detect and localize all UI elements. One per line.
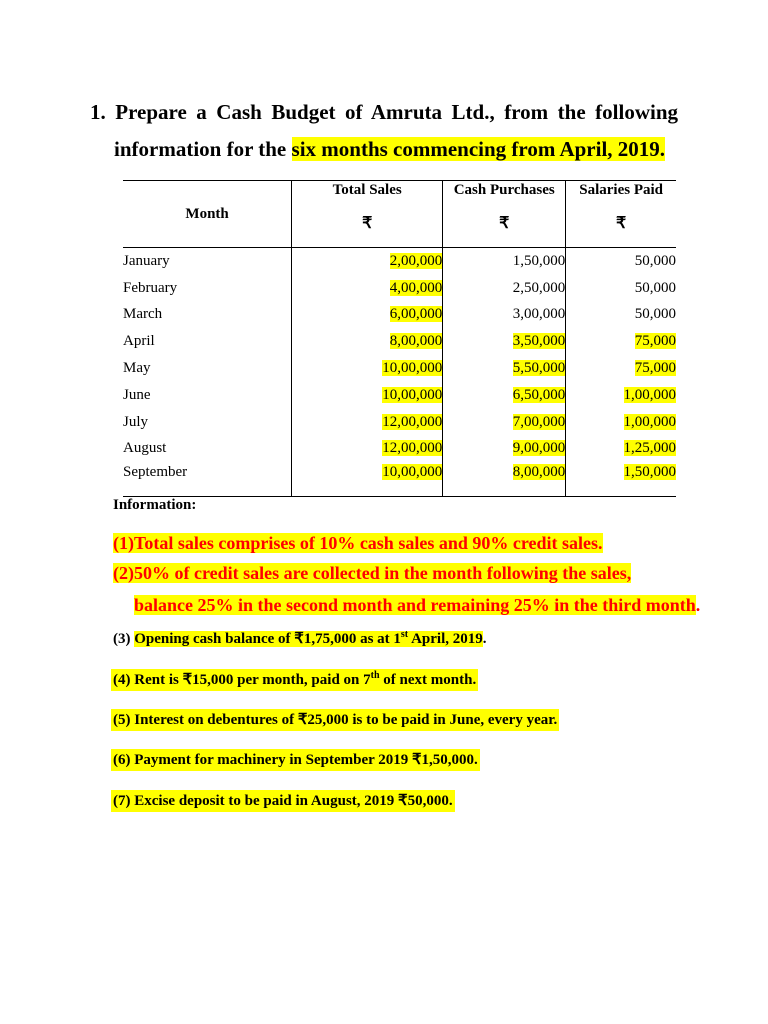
question-line-2-text: information for the <box>114 137 292 161</box>
table-row <box>123 302 676 329</box>
salaries-paid-cell-value: 1,00,000 <box>623 386 676 403</box>
salaries-paid-cell <box>566 275 676 302</box>
info-point-3-text-a: Opening cash balance of ₹1,75,000 as at 1 <box>134 631 401 647</box>
salaries-paid-cell <box>566 248 676 275</box>
cash-purchases-cell <box>443 382 566 409</box>
month-cell-value: September <box>123 464 188 481</box>
month-cell-value: June <box>123 386 151 403</box>
month-cell-value: March <box>123 306 163 323</box>
info-point-2-line-1 <box>113 561 631 585</box>
salaries-paid-cell-value: 50,000 <box>634 252 676 269</box>
info-point-4-text-a: (4) Rent is ₹15,000 per month, paid on 7 <box>113 672 371 688</box>
cash-purchases-cell <box>443 248 566 275</box>
info-point-6: (6) Payment for machinery in September 2019 ₹1,50,000. <box>111 749 480 771</box>
month-cell <box>123 275 292 302</box>
table-row <box>123 328 676 355</box>
total-sales-cell <box>292 382 443 409</box>
month-cell-value: February <box>123 279 178 296</box>
month-cell <box>123 355 292 382</box>
salaries-paid-cell <box>566 409 676 436</box>
salaries-paid-cell <box>566 382 676 409</box>
cash-purchases-cell-value: 3,50,000 <box>512 333 566 350</box>
cash-purchases-header <box>443 181 566 248</box>
info-point-2-line-2 <box>134 593 700 617</box>
info-point-3 <box>111 628 488 650</box>
cash-purchases-header-label: Cash Purchases <box>453 182 555 198</box>
info-point-3-prefix: (3) <box>113 631 135 647</box>
salaries-paid-cell-value: 50,000 <box>634 279 676 296</box>
question-period-highlight: six months commencing from April, 2019. <box>291 137 666 161</box>
question-line-2 <box>114 136 702 162</box>
total-sales-cell-value: 10,00,000 <box>382 360 443 377</box>
table-row <box>123 409 676 436</box>
salaries-paid-cell-value: 1,50,000 <box>623 464 676 481</box>
total-sales-cell-value: 10,00,000 <box>382 464 443 481</box>
month-cell-value: April <box>123 333 155 350</box>
cash-purchases-cell-value: 8,00,000 <box>512 464 566 481</box>
cash-purchases-cell <box>443 328 566 355</box>
total-sales-cell-value: 10,00,000 <box>382 386 443 403</box>
table-header-row <box>123 181 676 248</box>
cash-purchases-cell <box>443 436 566 463</box>
month-cell <box>123 382 292 409</box>
sales-purchases-salaries-table <box>123 180 676 497</box>
table-row <box>123 355 676 382</box>
total-sales-cell <box>292 409 443 436</box>
month-cell <box>123 462 292 497</box>
cash-purchases-cell-value: 6,50,000 <box>512 386 566 403</box>
info-point-2-text-1: (2)50% of credit sales are collected in the month following the sales, <box>113 563 632 583</box>
cash-purchases-cell-value: 1,50,000 <box>512 252 566 269</box>
total-sales-cell <box>292 328 443 355</box>
salaries-paid-cell <box>566 328 676 355</box>
month-cell <box>123 248 292 275</box>
info-point-2-text-2: balance 25% in the second month and remaining 25% in the third month <box>134 595 696 615</box>
info-point-3-sup: st <box>400 629 409 640</box>
total-sales-cell-value: 8,00,000 <box>389 333 443 350</box>
info-point-4-sup: th <box>370 670 380 681</box>
cash-purchases-cell-value: 2,50,000 <box>512 279 566 296</box>
total-sales-cell <box>292 355 443 382</box>
info-point-5: (5) Interest on debentures of ₹25,000 is to be paid in June, every year. <box>111 709 559 731</box>
total-sales-cell-value: 12,00,000 <box>382 413 443 430</box>
cash-purchases-cell <box>443 355 566 382</box>
salaries-paid-cell <box>566 302 676 329</box>
cash-purchases-cell <box>443 302 566 329</box>
salaries-paid-cell <box>566 355 676 382</box>
total-sales-cell-value: 6,00,000 <box>389 306 443 323</box>
cash-purchases-cell <box>443 462 566 497</box>
total-sales-cell <box>292 248 443 275</box>
salaries-paid-cell-value: 75,000 <box>634 333 676 350</box>
table-row <box>123 436 676 463</box>
salaries-paid-cell-value: 1,25,000 <box>623 440 676 457</box>
info-point-1-text: (1)Total sales comprises of 10% cash sales and 90% credit sales. <box>113 533 603 553</box>
total-sales-header <box>292 181 443 248</box>
cash-purchases-cell-value: 9,00,000 <box>512 440 566 457</box>
total-sales-cell <box>292 302 443 329</box>
total-sales-cell-value: 12,00,000 <box>382 440 443 457</box>
month-cell-value: July <box>123 413 149 430</box>
table-row <box>123 382 676 409</box>
month-header: Month <box>123 181 292 248</box>
question-line-1: 1. Prepare a Cash Budget of Amruta Ltd., from the following <box>90 100 678 124</box>
salaries-paid-cell-value: 75,000 <box>634 360 676 377</box>
salaries-paid-header <box>566 181 676 248</box>
info-point-7: (7) Excise deposit to be paid in August, 2019 ₹50,000. <box>111 790 455 812</box>
salaries-paid-cell <box>566 436 676 463</box>
total-sales-cell <box>292 462 443 497</box>
month-cell <box>123 328 292 355</box>
total-sales-cell <box>292 275 443 302</box>
info-point-3-text-b: April, 2019 <box>408 631 483 647</box>
cash-purchases-cell-value: 7,00,000 <box>512 413 566 430</box>
info-point-3-period: . <box>482 631 487 647</box>
information-heading: Information: <box>113 497 197 513</box>
table-row <box>123 275 676 302</box>
month-cell-value: January <box>123 252 170 269</box>
cash-purchases-cell-value: 3,00,000 <box>512 306 566 323</box>
table-row <box>123 462 676 497</box>
cash-purchases-cell-value: 5,50,000 <box>512 360 566 377</box>
month-cell <box>123 302 292 329</box>
salaries-paid-currency-symbol: ₹ <box>616 215 627 232</box>
table-body <box>123 248 676 497</box>
salaries-paid-cell-value: 50,000 <box>634 306 676 323</box>
salaries-paid-cell-value: 1,00,000 <box>623 413 676 430</box>
info-point-4-text-b: of next month. <box>379 672 477 688</box>
month-cell <box>123 409 292 436</box>
month-cell-value: August <box>123 440 167 457</box>
month-cell-value: May <box>123 360 151 377</box>
total-sales-cell <box>292 436 443 463</box>
cash-purchases-cell <box>443 275 566 302</box>
table-row <box>123 248 676 275</box>
salaries-paid-header-label: Salaries Paid <box>579 182 663 198</box>
total-sales-cell-value: 4,00,000 <box>389 279 443 296</box>
cash-purchases-currency-symbol: ₹ <box>499 215 510 232</box>
month-cell <box>123 436 292 463</box>
total-sales-header-label: Total Sales <box>332 182 402 198</box>
total-sales-currency-symbol: ₹ <box>362 215 373 232</box>
total-sales-cell-value: 2,00,000 <box>389 252 443 269</box>
salaries-paid-cell <box>566 462 676 497</box>
info-point-3-text <box>134 631 482 647</box>
info-point-1 <box>113 531 603 555</box>
info-point-2-period: . <box>695 595 701 615</box>
cash-purchases-cell <box>443 409 566 436</box>
info-point-4 <box>111 669 478 691</box>
